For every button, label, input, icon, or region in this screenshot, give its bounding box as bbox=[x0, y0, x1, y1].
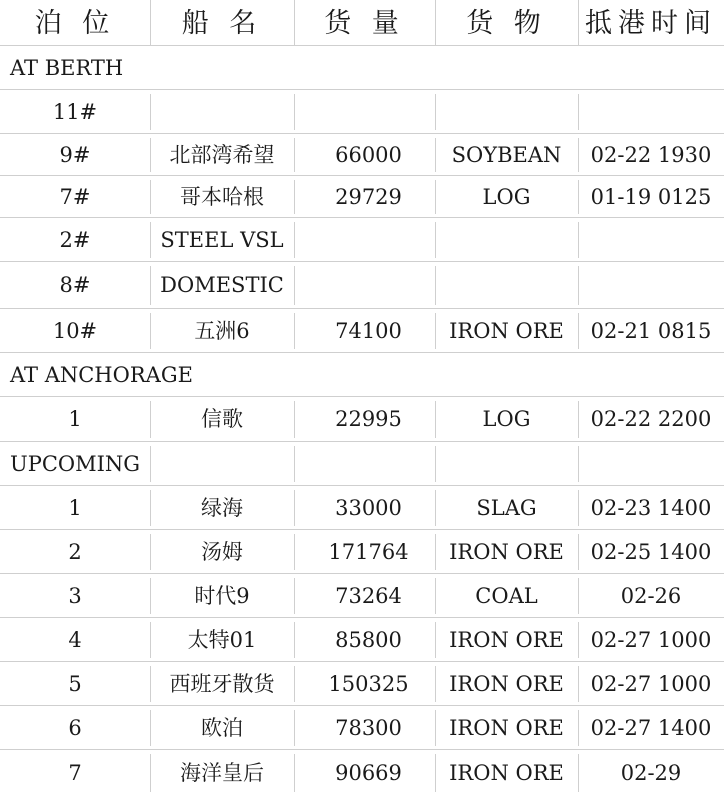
cell-berth: 2# bbox=[59, 227, 91, 252]
column-divider bbox=[578, 180, 579, 214]
column-divider bbox=[150, 222, 151, 258]
cell-cargo-quantity: 78300 bbox=[335, 715, 402, 740]
cell-cargo-quantity bbox=[298, 218, 439, 262]
column-divider bbox=[150, 313, 151, 349]
cell-cargo-quantity: 66000 bbox=[335, 142, 402, 167]
cell-berth: 4 bbox=[68, 627, 82, 652]
cell-arrival-time bbox=[578, 90, 724, 134]
column-divider bbox=[435, 666, 436, 702]
cell-berth: 11# bbox=[52, 99, 98, 124]
cell-berth: 6 bbox=[68, 715, 82, 740]
cell-ship-name: 西班牙散货 bbox=[169, 671, 275, 696]
column-divider bbox=[294, 578, 295, 614]
column-divider bbox=[150, 534, 151, 570]
column-divider bbox=[150, 0, 151, 46]
cell-cargo-quantity: 73264 bbox=[335, 583, 402, 608]
cell-cargo-quantity bbox=[298, 262, 439, 309]
cell-cargo-quantity: 85800 bbox=[335, 627, 402, 652]
cell-cargo-type: SOYBEAN bbox=[451, 142, 562, 167]
column-divider bbox=[150, 180, 151, 214]
column-divider bbox=[294, 401, 295, 438]
column-divider bbox=[578, 446, 579, 482]
column-divider bbox=[294, 446, 295, 482]
column-header-berth: 泊 位 bbox=[34, 7, 116, 39]
cell-cargo-quantity bbox=[298, 90, 439, 134]
column-divider bbox=[435, 401, 436, 438]
column-header-cargo-quantity: 货 量 bbox=[324, 7, 405, 39]
column-divider bbox=[435, 180, 436, 214]
cell-cargo-quantity: 171764 bbox=[328, 539, 409, 564]
cell-berth: 1 bbox=[68, 495, 82, 520]
cell-cargo-type: IRON ORE bbox=[449, 760, 564, 785]
cell-arrival-time bbox=[578, 262, 724, 309]
section-title: AT BERTH bbox=[10, 55, 124, 80]
column-divider bbox=[294, 180, 295, 214]
cell-cargo-quantity: 29729 bbox=[335, 184, 402, 209]
column-divider bbox=[435, 754, 436, 792]
cell-berth: 3 bbox=[68, 583, 82, 608]
column-divider bbox=[578, 0, 579, 46]
column-divider bbox=[294, 754, 295, 792]
cell-berth: 7 bbox=[68, 760, 82, 785]
cell-arrival-time: 02-27 1000 bbox=[590, 671, 712, 696]
cell-ship-name: STEEL VSL bbox=[160, 227, 284, 252]
column-divider bbox=[150, 710, 151, 746]
column-divider bbox=[150, 266, 151, 305]
cell-cargo-type: SLAG bbox=[476, 495, 537, 520]
column-divider bbox=[150, 754, 151, 792]
cell-berth: 9# bbox=[59, 142, 91, 167]
column-divider bbox=[435, 222, 436, 258]
column-divider bbox=[435, 534, 436, 570]
column-divider bbox=[294, 94, 295, 130]
cell-ship-name: DOMESTIC bbox=[160, 273, 284, 297]
column-divider bbox=[150, 490, 151, 526]
column-divider bbox=[435, 622, 436, 658]
column-divider bbox=[578, 313, 579, 349]
column-divider bbox=[435, 313, 436, 349]
column-divider bbox=[578, 754, 579, 792]
cell-arrival-time: 02-23 1400 bbox=[590, 495, 712, 520]
section-title: AT ANCHORAGE bbox=[10, 362, 193, 387]
cell-cargo-type bbox=[435, 218, 578, 262]
column-divider bbox=[294, 666, 295, 702]
cell-berth: 5 bbox=[68, 671, 82, 696]
column-divider bbox=[578, 666, 579, 702]
cell-arrival-time: 02-25 1400 bbox=[590, 539, 712, 564]
column-divider bbox=[435, 94, 436, 130]
cell-cargo-quantity: 74100 bbox=[335, 318, 402, 343]
column-divider bbox=[435, 266, 436, 305]
column-divider bbox=[150, 666, 151, 702]
cell-cargo-type: IRON ORE bbox=[449, 671, 564, 696]
column-divider bbox=[578, 138, 579, 172]
cell-cargo-type bbox=[435, 90, 578, 134]
cell-arrival-time bbox=[578, 218, 724, 262]
cell-arrival-time: 02-22 1930 bbox=[590, 142, 712, 167]
column-divider bbox=[435, 710, 436, 746]
cell-ship-name: 五洲6 bbox=[194, 318, 250, 343]
cell-ship-name: 北部湾希望 bbox=[169, 142, 275, 167]
column-divider bbox=[294, 0, 295, 46]
cell-berth: 2 bbox=[68, 539, 82, 564]
cell-cargo-quantity: 90669 bbox=[335, 760, 402, 785]
column-divider bbox=[435, 578, 436, 614]
column-header-ship-name: 船 名 bbox=[181, 7, 263, 39]
cell-cargo-quantity: 150325 bbox=[328, 671, 409, 696]
column-divider bbox=[435, 0, 436, 46]
column-divider bbox=[294, 490, 295, 526]
column-divider bbox=[578, 534, 579, 570]
column-divider bbox=[578, 222, 579, 258]
cell-arrival-time: 01-19 0125 bbox=[590, 184, 712, 209]
cell-berth: 1 bbox=[68, 407, 82, 431]
cell-cargo-type: IRON ORE bbox=[449, 627, 564, 652]
column-divider bbox=[578, 578, 579, 614]
cell-berth: 10# bbox=[52, 318, 98, 343]
column-divider bbox=[578, 94, 579, 130]
column-header-arrival-time: 抵港时间 bbox=[585, 7, 717, 39]
cell-ship-name: 海洋皇后 bbox=[180, 760, 264, 785]
column-divider bbox=[294, 138, 295, 172]
column-divider bbox=[578, 401, 579, 438]
cell-cargo-type: IRON ORE bbox=[449, 318, 564, 343]
column-divider bbox=[294, 710, 295, 746]
column-divider bbox=[150, 401, 151, 438]
cell-cargo-type bbox=[435, 262, 578, 309]
cell-arrival-time: 02-29 bbox=[620, 760, 682, 785]
cell-arrival-time: 02-27 1000 bbox=[590, 627, 712, 652]
column-divider bbox=[294, 313, 295, 349]
column-divider bbox=[578, 710, 579, 746]
cell-ship-name: 欧泊 bbox=[201, 715, 243, 740]
column-divider bbox=[150, 578, 151, 614]
column-divider bbox=[578, 266, 579, 305]
column-header-cargo-type: 货 物 bbox=[466, 7, 547, 39]
cell-ship-name: 绿海 bbox=[201, 495, 243, 520]
column-divider bbox=[435, 446, 436, 482]
cell-berth: 7# bbox=[59, 184, 91, 209]
column-divider bbox=[150, 622, 151, 658]
column-divider bbox=[294, 222, 295, 258]
cell-ship-name: 汤姆 bbox=[201, 539, 243, 564]
cell-arrival-time: 02-26 bbox=[620, 583, 682, 608]
column-divider bbox=[435, 490, 436, 526]
cell-cargo-type: LOG bbox=[482, 407, 531, 431]
column-divider bbox=[150, 446, 151, 482]
column-divider bbox=[294, 622, 295, 658]
column-divider bbox=[294, 534, 295, 570]
cell-ship-name bbox=[150, 90, 294, 134]
column-divider bbox=[150, 138, 151, 172]
cell-cargo-type: IRON ORE bbox=[449, 715, 564, 740]
cell-ship-name: 太特01 bbox=[187, 627, 257, 652]
cell-ship-name: 信歌 bbox=[201, 407, 243, 431]
column-divider bbox=[435, 138, 436, 172]
column-divider bbox=[150, 94, 151, 130]
cell-ship-name: 时代9 bbox=[194, 583, 250, 608]
cell-ship-name: 哥本哈根 bbox=[180, 184, 264, 209]
cell-cargo-quantity: 22995 bbox=[335, 407, 402, 431]
column-divider bbox=[578, 622, 579, 658]
column-divider bbox=[294, 266, 295, 305]
cell-cargo-type: COAL bbox=[475, 583, 538, 608]
cell-cargo-type: LOG bbox=[482, 184, 531, 209]
section-title: UPCOMING bbox=[10, 451, 141, 476]
column-divider bbox=[578, 490, 579, 526]
cell-berth: 8# bbox=[59, 273, 91, 297]
cell-arrival-time: 02-21 0815 bbox=[590, 318, 712, 343]
cell-cargo-quantity: 33000 bbox=[335, 495, 402, 520]
cell-arrival-time: 02-22 2200 bbox=[590, 407, 712, 431]
cell-arrival-time: 02-27 1400 bbox=[590, 715, 712, 740]
cell-cargo-type: IRON ORE bbox=[449, 539, 564, 564]
